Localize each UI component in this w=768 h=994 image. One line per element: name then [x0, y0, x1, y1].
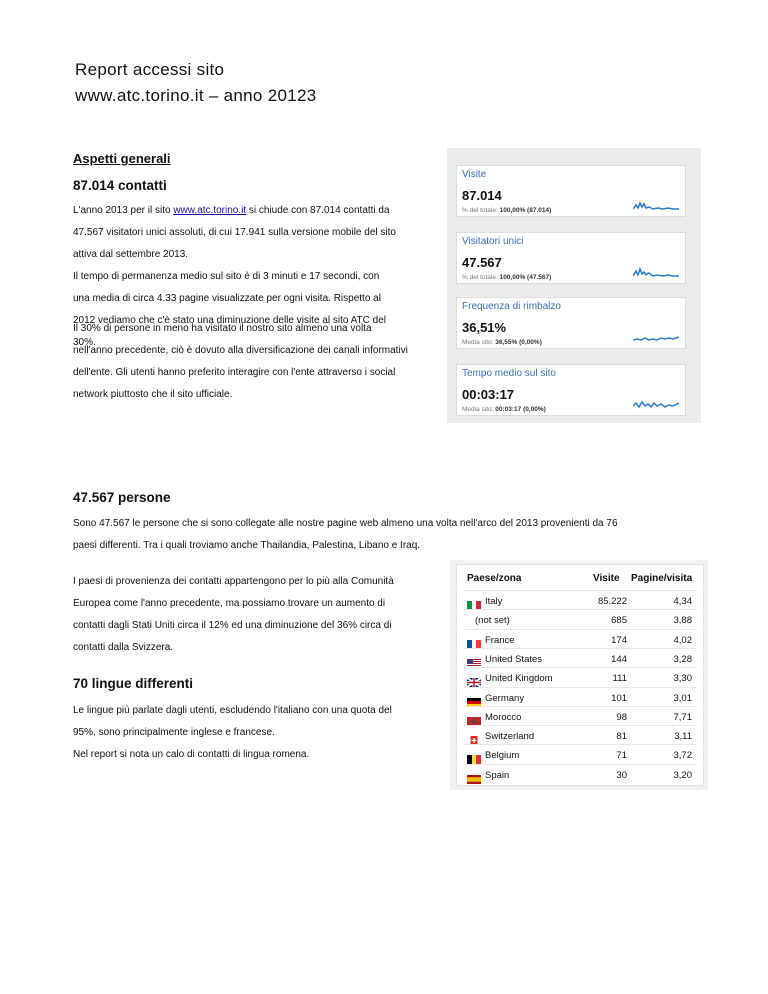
- stat-card-visits: Visite 87.014 % del totale: 100,00% (87.014): [456, 165, 686, 217]
- cell-country: United States: [485, 653, 543, 665]
- stat-card-time: Tempo medio sul sito 00:03:17 Media sito: 00:03:17 (0,00%): [456, 364, 686, 416]
- report-subtitle: www.atc.torino.it – anno 20123: [75, 86, 317, 105]
- cell-country: Spain: [485, 769, 510, 781]
- es-flag-icon: [467, 771, 481, 780]
- cell-pages-per-visit: 7,71: [673, 711, 692, 723]
- cell-country: France: [485, 634, 515, 646]
- sparkline-visits-icon: [633, 199, 679, 213]
- subheading-people: 47.567 persone: [73, 490, 171, 505]
- cell-pages-per-visit: 3,11: [674, 731, 692, 743]
- cell-visits: 30: [616, 769, 627, 781]
- cell-pages-per-visit: 3,72: [673, 750, 692, 762]
- table-row: [457, 764, 703, 787]
- cell-visits: 101: [611, 692, 627, 704]
- countries-table-panel: [450, 560, 708, 790]
- paragraph-people-2: I paesi di provenienza dei contatti appartengono per lo più alla Comunità Europea come l'anno precedente, ma possiamo trovare un aumento di contatti dagli Stati Uniti circa il 12% ed una diminuzione del 36% circa di contatti dalla Svizzera.: [73, 576, 394, 653]
- cell-visits: 144: [611, 653, 627, 665]
- cell-country: Switzerland: [485, 731, 535, 743]
- be-flag-icon: [467, 751, 481, 760]
- cell-pages-per-visit: 4,34: [673, 596, 692, 607]
- paragraph-people-1: Sono 47.567 le persone che si sono collegate alle nostre pagine web almeno una volta nell'arco del 2013 provenienti da 76 paesi differenti. Tra i quali troviamo anche Thailandia, Palestina, Libano e Iraq.: [73, 518, 618, 551]
- cell-pages-per-visit: 4,02: [673, 634, 692, 646]
- stat-card-bounce: Frequenza di rimbalzo 36,51% Media sito: 36,55% (0,00%): [456, 297, 686, 349]
- cell-country: Belgium: [485, 750, 520, 762]
- ma-flag-icon: [467, 713, 481, 722]
- cell-visits: 111: [612, 673, 627, 685]
- cell-visits: 71: [616, 750, 627, 762]
- report-title: Report accessi sito: [75, 60, 225, 79]
- ch-flag-icon: [467, 732, 481, 741]
- cell-visits: 174: [611, 634, 627, 646]
- sparkline-bounce-icon: [633, 331, 679, 345]
- cell-pages-per-visit: 3,20: [673, 769, 692, 781]
- cell-country: (not set): [475, 615, 510, 627]
- cell-visits: 81: [616, 731, 627, 743]
- paragraph-general-1: L'anno 2013 per il sito www.atc.torino.it si chiude con 87.014 contatti da 47.567 visitatori unici assoluti, di cui 17.941 sulla versione mobile del sito attiva dal settembre 2013. Il tempo di permanenza medio sul sito è di 3 minuti e 17 secondi, con una media di circa 4.33 pagine visualizzate per ogni visita. Rispetto al 2012 vediamo che c'è stato una diminuzione delle visite al sito ATC del 30%.: [73, 205, 396, 348]
- site-link[interactable]: www.atc.torino.it: [173, 205, 247, 216]
- us-flag-icon: [467, 655, 481, 664]
- col-header-pages-per-visit: Pagine/visita: [631, 573, 693, 584]
- countries-table: [456, 564, 704, 786]
- col-header-country: Paese/zona: [467, 573, 522, 584]
- cell-country: United Kingdom: [485, 673, 553, 685]
- paragraph-languages: Le lingue più parlate dagli utenti, escludendo l'italiano con una quota del 95%, sono principalmente inglese e francese. Nel report si nota un calo di contatti di lingua romena.: [73, 705, 392, 760]
- uk-flag-icon: [467, 674, 481, 683]
- paragraph-general-3: Il 30% di persone in meno ha visitato il nostro sito almeno una volta nell'anno precedente, ciò è dovuto alla diversificazione dei canali informativi dell'ente. Gli utenti hanno preferito interagire con l'ente attraverso i social network piuttosto che il sito ufficiale.: [73, 323, 408, 400]
- cell-pages-per-visit: 3,28: [673, 653, 692, 665]
- cell-visits: 85.222: [597, 596, 627, 607]
- cell-pages-per-visit: 3,88: [673, 615, 692, 627]
- section-heading-general: Aspetti generali: [73, 151, 171, 166]
- sparkline-time-icon: [633, 398, 679, 412]
- stat-card-unique: Visitatori unici 47.567 % del totale: 100,00% (47.567): [456, 232, 686, 284]
- subheading-languages: 70 lingue differenti: [73, 676, 194, 691]
- stats-panel: [447, 148, 701, 423]
- it-flag-icon: [467, 597, 481, 606]
- col-header-visits: Visite: [593, 573, 620, 584]
- sparkline-unique-icon: [633, 266, 679, 280]
- cell-visits: 685: [611, 615, 627, 627]
- cell-pages-per-visit: 3,30: [673, 673, 692, 685]
- cell-country: Morocco: [485, 711, 522, 723]
- cell-visits: 98: [616, 711, 627, 723]
- de-flag-icon: [467, 694, 481, 703]
- cell-country: Italy: [485, 596, 503, 607]
- subheading-contacts: 87.014 contatti: [73, 178, 167, 193]
- cell-country: Germany: [485, 692, 525, 704]
- fr-flag-icon: [467, 636, 481, 645]
- cell-pages-per-visit: 3,01: [673, 692, 692, 704]
